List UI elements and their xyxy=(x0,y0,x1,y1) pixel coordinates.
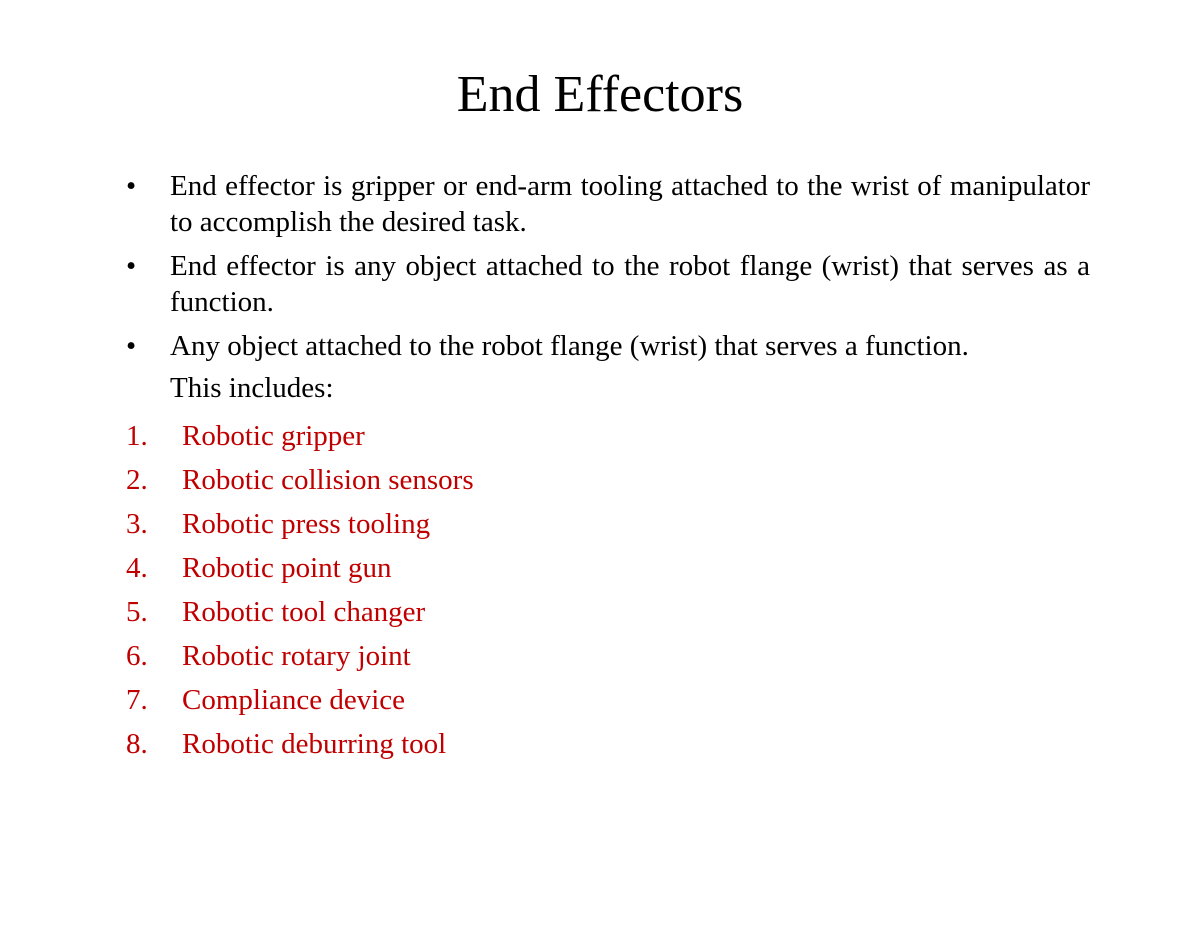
list-item-text: Robotic rotary joint xyxy=(182,640,411,672)
list-number: 8. xyxy=(126,728,148,760)
list-number: 7. xyxy=(126,684,148,716)
list-item-text: Robotic press tooling xyxy=(182,508,431,540)
list-item xyxy=(126,502,474,546)
bullet-text: Any object attached to the robot flange (wrist) that serves a function. xyxy=(170,330,969,362)
bullet-item xyxy=(120,248,1090,320)
end-effector-types-list xyxy=(126,414,474,766)
list-item xyxy=(126,546,474,590)
list-item xyxy=(126,414,474,458)
bullet-item xyxy=(120,168,1090,240)
list-item-text: Robotic tool changer xyxy=(182,596,426,628)
bullet-marker: • xyxy=(126,170,137,202)
list-item xyxy=(126,634,474,678)
list-item xyxy=(126,678,474,722)
list-item-text: Robotic deburring tool xyxy=(182,728,447,760)
slide-title: End Effectors xyxy=(456,66,744,123)
list-number: 4. xyxy=(126,552,148,584)
bullet-text: End effector is gripper or end-arm tooling attached to the wrist of manipulator to accomplish the desired task. xyxy=(170,170,1090,238)
bullet-marker: • xyxy=(126,250,137,282)
list-number: 3. xyxy=(126,508,148,540)
list-item-text: Robotic collision sensors xyxy=(182,464,474,496)
list-item xyxy=(126,458,474,502)
bullet-marker: • xyxy=(126,330,137,362)
bullet-item xyxy=(120,328,1090,406)
list-item-text: Compliance device xyxy=(182,684,406,716)
bullet-list xyxy=(120,168,1090,414)
bullet-text: End effector is any object attached to the robot flange (wrist) that serves as a function. xyxy=(170,250,1090,318)
list-item xyxy=(126,722,474,766)
list-number: 1. xyxy=(126,420,148,452)
list-item-text: Robotic point gun xyxy=(182,552,392,584)
list-number: 6. xyxy=(126,640,148,672)
list-item-text: Robotic gripper xyxy=(182,420,365,452)
list-number: 2. xyxy=(126,464,148,496)
bullet-continuation: This includes: xyxy=(170,372,334,404)
list-item xyxy=(126,590,474,634)
list-number: 5. xyxy=(126,596,148,628)
